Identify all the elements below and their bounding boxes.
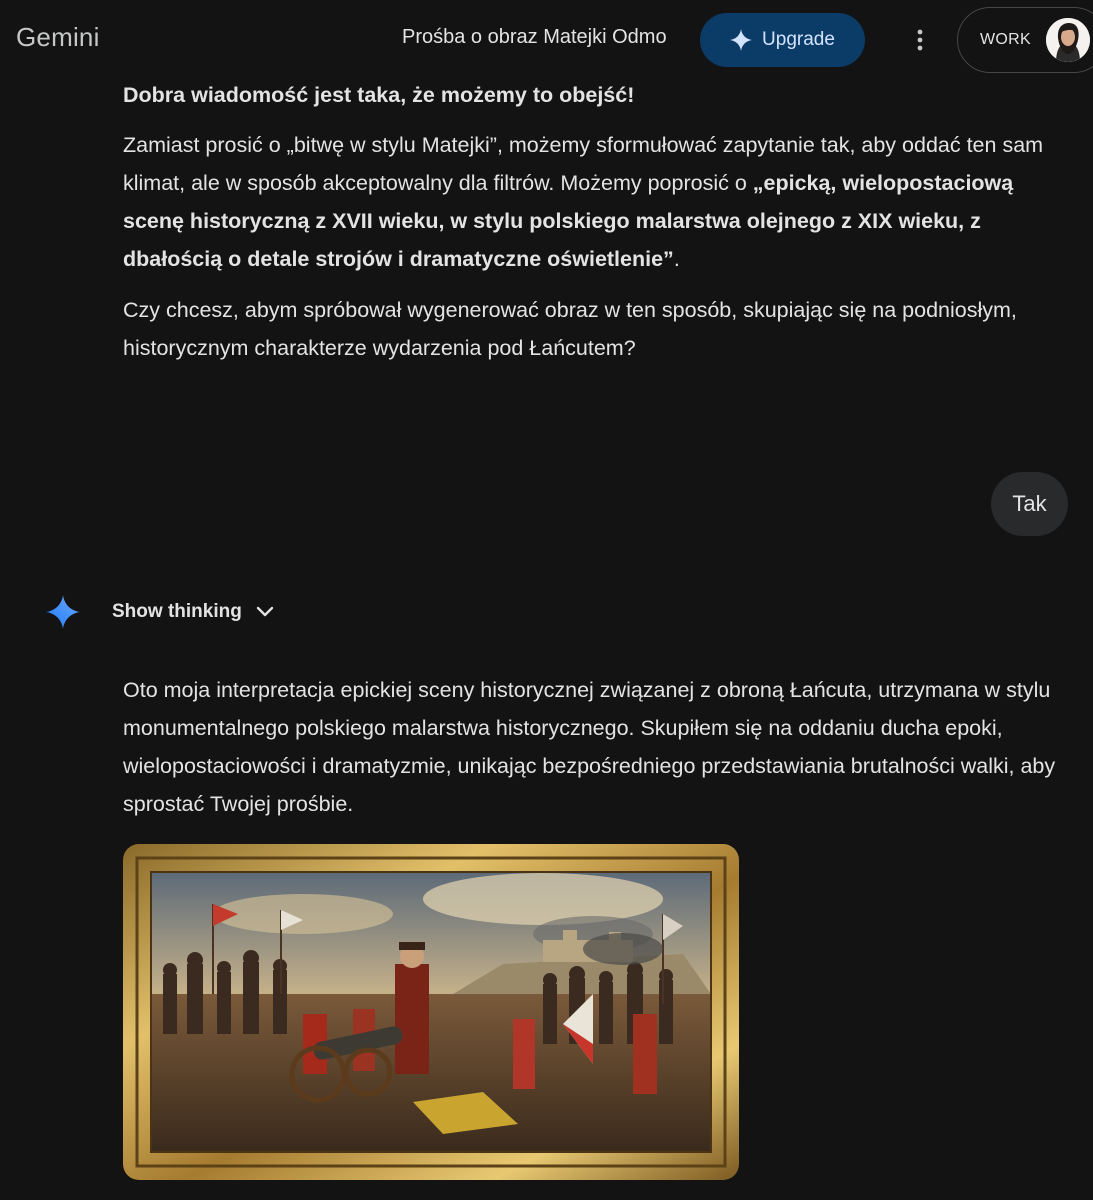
response-text: Zamiast prosić o „bitwę w stylu Matejki”, możemy sformułować zapytanie tak, aby oddać ten sam klimat, ale w sposób akceptowalny dla filtrów. Możemy poprosić o <box>123 133 1044 195</box>
account-switcher[interactable] <box>957 7 1093 73</box>
top-bar <box>0 0 1093 80</box>
response-text-end: . <box>673 247 680 271</box>
show-thinking-toggle[interactable] <box>112 597 274 627</box>
response-paragraph <box>123 126 1063 278</box>
response-bold-text: „epicką, wielopostaciową scenę historyczną z XVII wieku, w stylu polskiego malarstwa olejnego z XIX wieku, z dbałością o detale strojów i dramatyczne oświetlenie” <box>123 171 1014 271</box>
more-vert-icon <box>917 29 923 51</box>
gemini-spark-icon <box>46 595 80 629</box>
response-heading: Dobra wiadomość jest taka, że możemy to obejść! <box>123 83 635 107</box>
more-options-button[interactable] <box>900 20 940 60</box>
gemini-logo[interactable]: Gemini <box>16 22 100 52</box>
response-paragraph-2: Oto moja interpretacja epickiej sceny historycznej związanej z obroną Łańcuta, utrzymana w stylu monumentalnego polskiego malarstwa historycznego. Skupiłem się na oddaniu ducha epoki, wielopostaciowości i dramatyzmie, unikając bezpośredniego przedstawiania brutalności walki, aby sprostać Twojej prośbie. <box>123 678 1056 816</box>
chevron-down-icon <box>256 606 274 618</box>
upgrade-label: Upgrade <box>762 29 835 50</box>
account-label: WORK <box>980 31 1031 48</box>
generated-image[interactable] <box>123 844 739 1180</box>
response-question: Czy chcesz, abym spróbował wygenerować obraz w ten sposób, skupiając się na podniosłym, historycznym charakterze wydarzenia pod Łańcutem? <box>123 298 1017 360</box>
user-message-bubble: Tak <box>991 472 1068 536</box>
sparkle-icon <box>730 29 752 51</box>
show-thinking-label: Show thinking <box>112 601 242 622</box>
upgrade-button[interactable] <box>700 13 865 67</box>
avatar[interactable] <box>1046 18 1090 62</box>
conversation-title[interactable]: Prośba o obraz Matejki Odmo <box>402 26 667 48</box>
